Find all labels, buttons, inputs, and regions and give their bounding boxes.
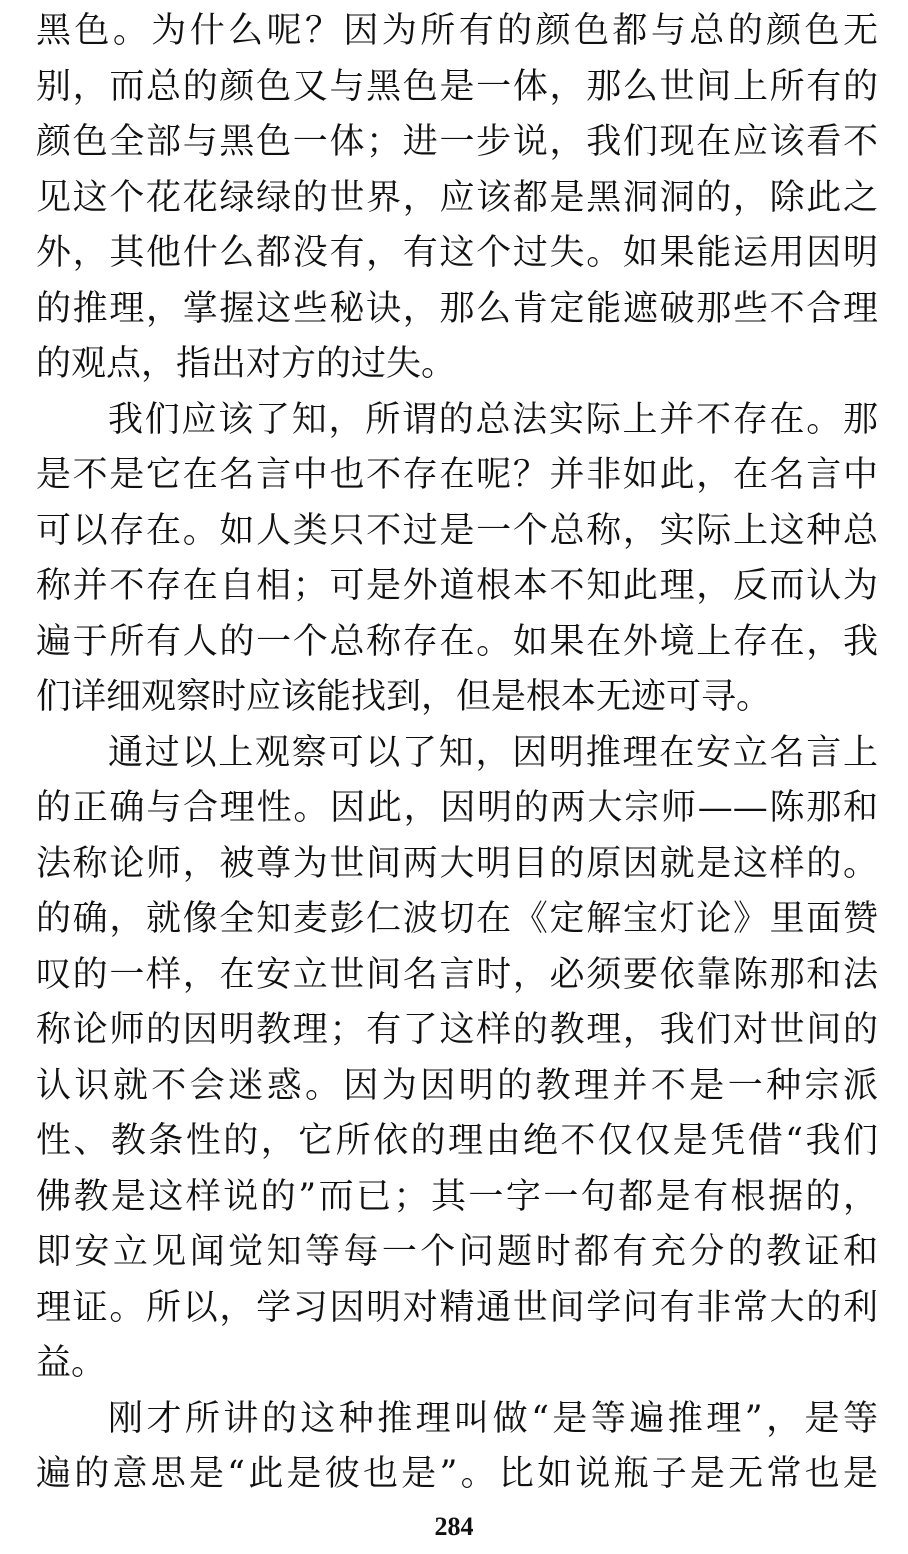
text-line: 遍的意思是“此是彼也是”。比如说瓶子是无常也是 [36, 1454, 878, 1494]
page-number: 284 [434, 1512, 474, 1541]
text-line: 的推理，掌握这些秘诀，那么肯定能遮破那些不合理 [36, 288, 878, 329]
text-line: 理证。所以，学习因明对精通世间学问有非常大的利 [36, 1287, 878, 1328]
text-line: 通过以上观察可以了知，因明推理在安立名言上 [108, 732, 878, 773]
text-line: 我们应该了知，所谓的总法实际上并不存在。那 [108, 399, 878, 440]
text-line: 遍于所有人的一个总称存在。如果在外境上存在，我 [36, 621, 878, 662]
text-line: 益。 [36, 1343, 107, 1383]
text-line: 佛教是这样说的”而已；其一字一句都是有根据的， [36, 1176, 878, 1217]
text-line: 称并不存在自相；可是外道根本不知此理，反而认为 [36, 566, 878, 606]
text-line: 认识就不会迷惑。因为因明的教理并不是一种宗派 [36, 1065, 878, 1106]
text-line: 是不是它在名言中也不存在呢？并非如此，在名言中 [36, 455, 878, 495]
text-line: 的确，就像全知麦彭仁波切在《定解宝灯论》里面赞 [36, 899, 878, 939]
text-line: 的观点，指出对方的过失。 [36, 344, 457, 384]
text-line: 别，而总的颜色又与黑色是一体，那么世间上所有的 [36, 66, 878, 107]
paragraph-1 [36, 4, 878, 393]
text-line: 颜色全部与黑色一体；进一步说，我们现在应该看不 [36, 122, 878, 162]
paragraph-2 [36, 393, 878, 726]
text-line: 可以存在。如人类只不过是一个总称，实际上这种总 [36, 510, 878, 551]
text-line: 性、教条性的，它所依的理由绝不仅仅是凭借“我们 [36, 1121, 878, 1161]
text-line: 称论师的因明教理；有了这样的教理，我们对世间的 [36, 1010, 878, 1050]
text-line: 见这个花花绿绿的世界，应该都是黑洞洞的，除此之 [36, 177, 878, 218]
document-body [36, 4, 878, 1503]
text-line: 们详细观察时应该能找到，但是根本无迹可寻。 [36, 677, 772, 717]
paragraph-4 [36, 1392, 878, 1503]
text-line: 外，其他什么都没有，有这个过失。如果能运用因明 [36, 233, 878, 273]
text-line: 黑色。为什么呢？因为所有的颜色都与总的颜色无 [36, 11, 878, 51]
text-line: 的正确与合理性。因此，因明的两大宗师——陈那和 [36, 788, 878, 828]
paragraph-3 [36, 726, 878, 1392]
text-line: 叹的一样，在安立世间名言时，必须要依靠陈那和法 [36, 954, 878, 995]
text-line: 法称论师，被尊为世间两大明目的原因就是这样的。 [36, 843, 878, 884]
text-line: 刚才所讲的这种推理叫做“是等遍推理”，是等 [108, 1398, 878, 1439]
text-line: 即安立见闻觉知等每一个问题时都有充分的教证和 [36, 1232, 878, 1272]
